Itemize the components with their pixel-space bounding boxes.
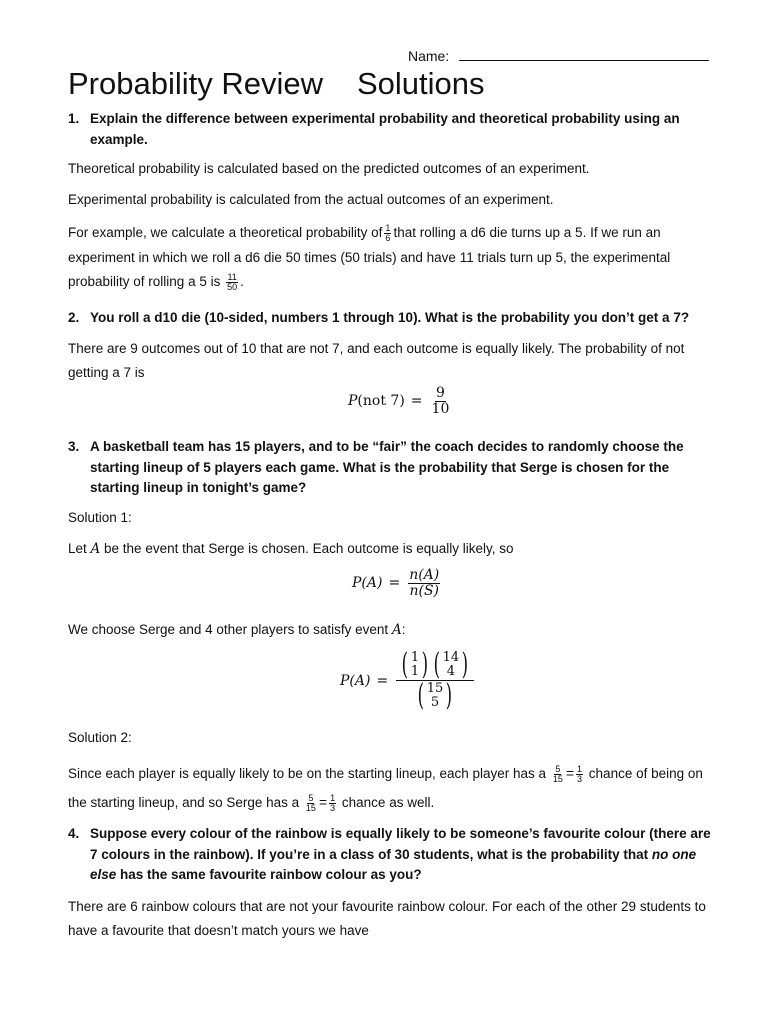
question-text: You roll a d10 die (10-sided, numbers 1 through 10). What is the probability you don’t get a 7? (90, 310, 690, 325)
equation-p-a-combinations (340, 647, 476, 713)
q1-text-b: that rolling a d6 die turns up a 5. If we run an experiment in which we roll a d6 die 50 times (50 trials) and have 11 trials turn up 5, the experimental probability of rolling a 5 is (68, 225, 671, 289)
binomial-top: 1 (410, 650, 420, 666)
solution-2-label: Solution 2: (68, 730, 132, 745)
question-number: 3. (68, 439, 80, 454)
q3-let-statement (68, 537, 720, 561)
equation-p-a-ratio (352, 568, 442, 598)
question-number: 4. (68, 826, 80, 841)
s2-text-b: chance of being on (588, 766, 703, 781)
question-text: Explain the difference between experimental probability and theoretical probability using an example. (90, 111, 680, 147)
fraction-numerator: n(A) (409, 567, 440, 583)
choose-text-b: : (401, 622, 406, 637)
s2-text-c: the starting lineup, and so Serge has a (68, 795, 300, 810)
eq-equals: = (318, 794, 328, 810)
fraction-numerator: 5 (308, 792, 314, 803)
fraction-denominator: 10 (431, 400, 450, 417)
q3-solution-2-text (68, 759, 720, 817)
question-text (90, 824, 720, 886)
question-number: 1. (68, 111, 80, 126)
combination-fraction (396, 647, 474, 713)
fraction (226, 273, 238, 293)
eq-equals: = (565, 765, 575, 781)
fraction-denominator: 6 (385, 232, 391, 243)
fraction-denominator: 15 (552, 773, 563, 784)
fraction (576, 765, 583, 785)
binomial-coefficient: ( 15 5 ) (417, 678, 453, 713)
q1-paragraph-2: Experimental probability is calculated from the actual outcomes of an experiment. (68, 192, 554, 207)
question-2 (68, 308, 720, 329)
q4-text-emphasis: no one else (90, 846, 697, 882)
q4-paragraph-1: There are 6 rainbow colours that are not your favourite rainbow colour. For each of the other 29 students to have a favourite that doesn’t match yours we have (68, 899, 706, 938)
page-title (68, 66, 485, 102)
name-blank-line (459, 46, 709, 61)
fraction (408, 568, 440, 598)
fraction-numerator (396, 647, 474, 682)
question-number: 2. (68, 310, 80, 325)
binomial-bottom: 5 (430, 695, 440, 710)
eq-lhs: P(A) (352, 575, 383, 592)
fraction (305, 794, 317, 814)
eq-equals: = (410, 393, 423, 410)
binomial-top: 14 (442, 650, 460, 666)
binomial-top: 15 (426, 681, 444, 697)
fraction-numerator: 5 (555, 763, 561, 774)
fraction-denominator: 50 (227, 281, 238, 292)
eq-equals: = (376, 672, 389, 689)
fraction-numerator: 9 (435, 385, 445, 401)
question-1 (68, 109, 720, 150)
equation-p-not-7 (348, 386, 452, 416)
fraction-numerator: 1 (577, 763, 583, 774)
q4-text-b: has the same favourite rainbow colour as you? (116, 867, 422, 882)
binomial-coefficient: ( 1 1 ) (401, 647, 429, 682)
title-sub: Solutions (357, 66, 485, 101)
binomial-coefficient: ( 14 4 ) (433, 647, 469, 682)
fraction (384, 224, 391, 244)
fraction (431, 386, 451, 416)
question-text: A basketball team has 15 players, and to be “fair” the coach decides to randomly choose the starting lineup of 5 players each game. What is the probability that Serge is chosen for the starting lineup in tonight’s game? (90, 439, 684, 495)
event-variable: A (391, 622, 402, 638)
question-4 (68, 824, 720, 886)
eq-close-paren: ) (399, 393, 405, 410)
solution-1-label: Solution 1: (68, 510, 132, 525)
q1-paragraph-3 (68, 221, 720, 295)
eq-p: P (348, 393, 358, 410)
title-main: Probability Review (68, 66, 323, 101)
s2-text-d: chance as well. (341, 795, 435, 810)
fraction-denominator: 3 (577, 773, 583, 784)
q1-paragraph-1: Theoretical probability is calculated based on the predicted outcomes of an experiment. (68, 161, 590, 176)
eq-not-7: not 7 (362, 393, 400, 410)
event-variable: A (90, 541, 101, 557)
let-text-a: Let (68, 541, 91, 556)
name-field-row (408, 46, 709, 64)
fraction-numerator: 11 (227, 271, 237, 282)
q1-text-c: . (240, 274, 244, 289)
s2-text-a: Since each player is equally likely to be on the starting lineup, each player has a (68, 766, 547, 781)
let-text-b: be the event that Serge is chosen. Each outcome is equally likely, so (100, 541, 514, 556)
fraction-numerator: 1 (385, 222, 391, 233)
name-label: Name: (408, 48, 450, 64)
q2-paragraph-1: There are 9 outcomes out of 10 that are not 7, and each outcome is equally likely. The probability of not getting a 7 is (68, 341, 685, 380)
eq-equals: = (388, 575, 401, 592)
q1-text-a: For example, we calculate a theoretical probability of (68, 225, 383, 240)
fraction (552, 765, 564, 785)
fraction-denominator: n(S) (409, 582, 439, 599)
fraction (329, 794, 336, 814)
fraction-numerator: 1 (330, 792, 336, 803)
choose-text-a: We choose Serge and 4 other players to satisfy event (68, 622, 392, 637)
binomial-bottom: 1 (410, 664, 420, 679)
fraction-denominator: 15 (305, 802, 316, 813)
q3-choose-statement (68, 618, 720, 642)
fraction-denominator: 3 (330, 802, 336, 813)
question-3 (68, 437, 720, 499)
eq-open-paren: ( (357, 393, 363, 410)
q4-text-a: Suppose every colour of the rainbow is equally likely to be someone’s favourite colour (there are 7 colours in the rainbow). If you’re in a class of 30 students, what is the probability that (90, 826, 711, 862)
fraction-denominator (414, 678, 456, 713)
eq-lhs: P(A) (340, 672, 371, 689)
binomial-bottom: 4 (446, 664, 456, 679)
